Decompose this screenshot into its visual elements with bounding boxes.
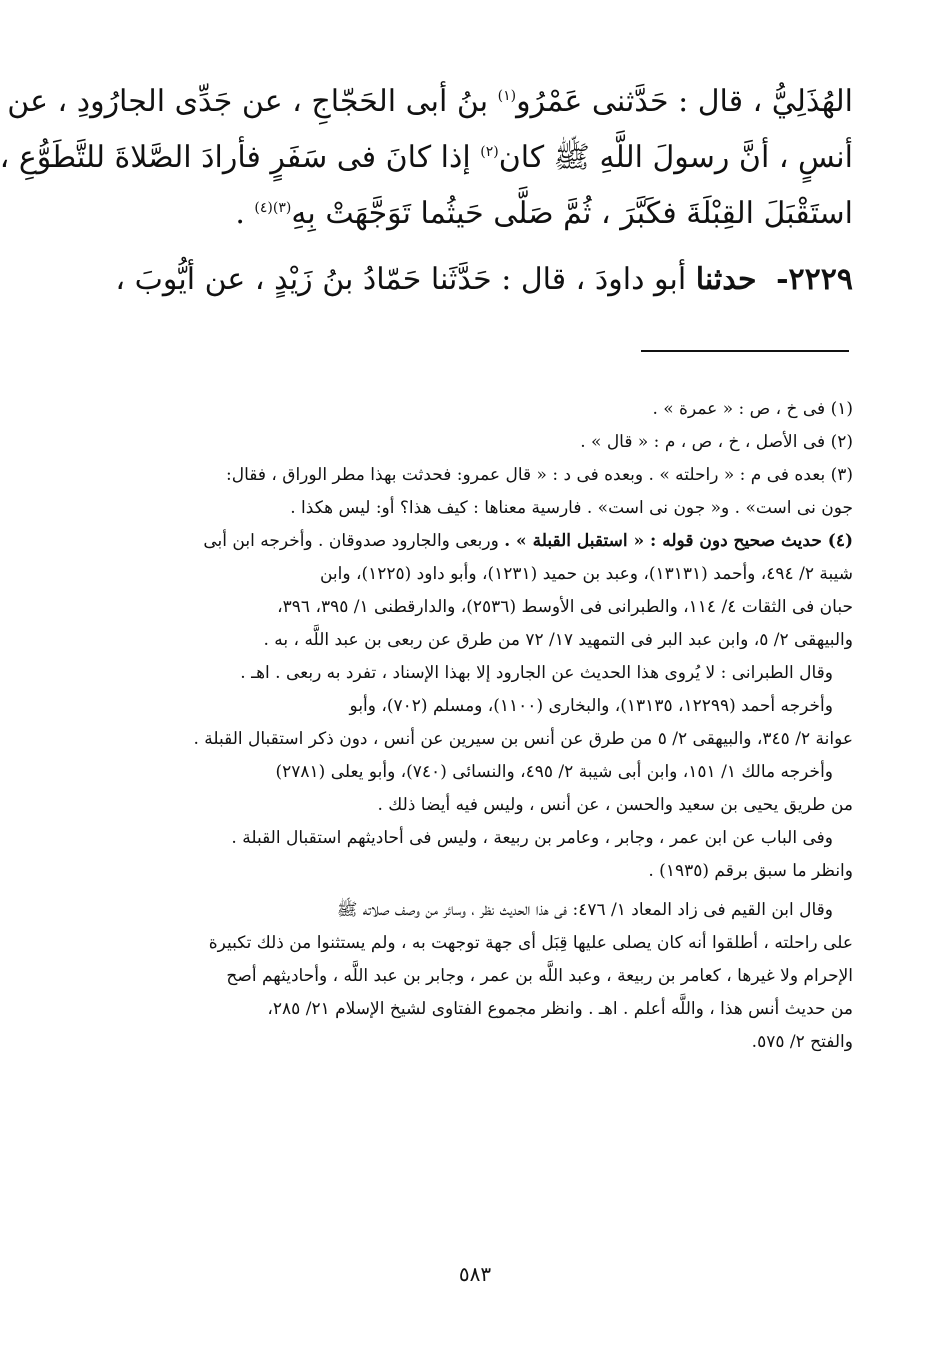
footnote-marker: (١) (497, 88, 517, 104)
main-text-segment: بنُ أبى الحَجّاجِ ، عن جَدِّى الجارُودِ ، عن (7, 84, 489, 119)
footnote-4-line: من حديث أنس هذا ، واللَّه أعلم . اهـ . وانظر مجموع الفتاوى لشيخ الإسلام ٢١/ ٢٨٥، (267, 999, 853, 1019)
footnote-4-line: وفى الباب عن ابن عمر ، وجابر ، وعامر بن ربيعة ، وليس فى أحاديثهم استقبال القبلة . (231, 828, 833, 848)
footnote-4-lead: (٤) حديث صحيح دون قوله : « استقبل القبلة » . (504, 531, 853, 551)
footnote-4-line: وقال الطبرانى : لا يُروى هذا الحديث عن الجارود إلا بهذا الإسناد ، تفرد به ربعى . اهـ . (240, 663, 833, 683)
main-text-block (0, 74, 853, 242)
page-number: ٥٨٣ (458, 1262, 492, 1286)
footnote-divider (641, 350, 849, 352)
footnote-4-line: عوانة ٢/ ٣٤٥، والبيهقى ٢/ ٥ من طرق عن أنس بن سيرين عن أنس ، دون ذكر استقبال القبلة . (193, 729, 853, 749)
footnote-4-line: وأخرجه أحمد (١٢٢٩٩، ١٣١٣٥)، والبخارى (١١٠٠)، ومسلم (٧٠٢)، وأبو (349, 696, 833, 716)
hadith-lead: حدثنا (695, 262, 757, 297)
footnote-4-line: وانظر ما سبق برقم (١٩٣٥) . (648, 861, 853, 881)
footnote-2: (٢) فى الأصل ، خ ، ص ، م : « قال » . (580, 432, 853, 452)
hadith-heading (115, 252, 853, 308)
hadith-number: ٢٢٢٩- (776, 262, 853, 297)
main-text-segment: الهُذَلِيُّ ، قال : حَدَّثنى عَمْرُو (516, 84, 853, 119)
footnote-3-line: (٣) بعده فى م : « راحلته » . وبعده فى د : « قال عمرو: فحدثت بهذا مطر الوراق ، فقال: (225, 465, 853, 485)
footnote-4-text: وربعى والجارود صدوقان . وأخرجه ابن أبى (203, 531, 499, 551)
footnote-marker: (٢) (480, 144, 499, 160)
footnote-4-line: حبان فى الثقات ٤/ ١١٤، والطبرانى فى الأوسط (٢٥٣٦)، والدارقطنى ١/ ٣٩٥، ٣٩٦، (277, 597, 853, 617)
footnote-4-line: وقال ابن القيم فى زاد المعاد ١/ ٤٧٦: فى هذا الحديث نظر ، وسائر من وصف صلاته ﷺ (336, 900, 833, 920)
footnote-4-line (131, 525, 853, 558)
footnote-4-line: والبيهقى ٢/ ٥، وابن عبد البر فى التمهيد ١٧/ ٧٢ من طرق عن ربعى بن عبد اللَّه ، به . (263, 630, 853, 650)
main-text-line (7, 74, 853, 130)
footnote-4-line: والفتح ٢/ ٥٧٥. (751, 1032, 853, 1052)
main-text-segment: أنسٍ ، أنَّ رسولَ اللَّهِ ﷺ كان (498, 140, 853, 175)
main-text-line (0, 130, 853, 186)
hadith-text: أبو داودَ ، قال : حَدَّثَنا حَمّادُ بنُ زَيْدٍ ، عن أيُّوبَ ، (115, 262, 687, 297)
footnote-4-line: شيبة ٢/ ٤٩٤، وأحمد (١٣١٣١)، وعبد بن حميد (١٢٣١)، وأبو داود (١٢٢٥)، وابن (319, 564, 853, 584)
main-text-segment: استَقْبَلَ القِبْلَةَ فكَبَّرَ ، ثُمَّ صَلَّى حَيثُما تَوَجَّهَتْ بِهِ (291, 196, 853, 231)
main-text-segment: إذا كانَ فى سَفَرٍ فأرادَ الصَّلاةَ للتَّطَوُّعِ ، (0, 140, 471, 175)
footnote-3-line: جون نى است» . و« جون نى است» . فارسية معناها : كيف هذا؟ أو: ليس هكذا . (290, 498, 853, 518)
main-text-line (131, 186, 853, 242)
footnote-marker: (٣)(٤) (254, 200, 292, 216)
book-page (1, 0, 949, 1357)
footnote-4-line: الإحرام ولا غيرها ، كعامر بن ربيعة ، وعبد اللَّه بن عمر ، وجابر بن عبد اللَّه ، وأحاديثهم أصح (226, 966, 853, 986)
footnote-4-line: وأخرجه مالك ١/ ١٥١، وابن أبى شيبة ٢/ ٤٩٥، والنسائى (٧٤٠)، وأبو يعلى (٢٧٨١) (275, 762, 833, 782)
main-text-segment: . (235, 196, 245, 231)
footnotes-block (131, 393, 853, 1059)
footnote-4-line: من طريق يحيى بن سعيد والحسن ، عن أنس ، وليس فيه أيضا ذلك . (377, 795, 853, 815)
footnote-1: (١) فى خ ، ص : « عمرة » . (652, 399, 853, 419)
footnote-4-line: على راحلته ، أطلقوا أنه كان يصلى عليها قِبَل أى جهة توجهت به ، ولم يستثنوا من ذلك تكبيرة (208, 933, 853, 953)
